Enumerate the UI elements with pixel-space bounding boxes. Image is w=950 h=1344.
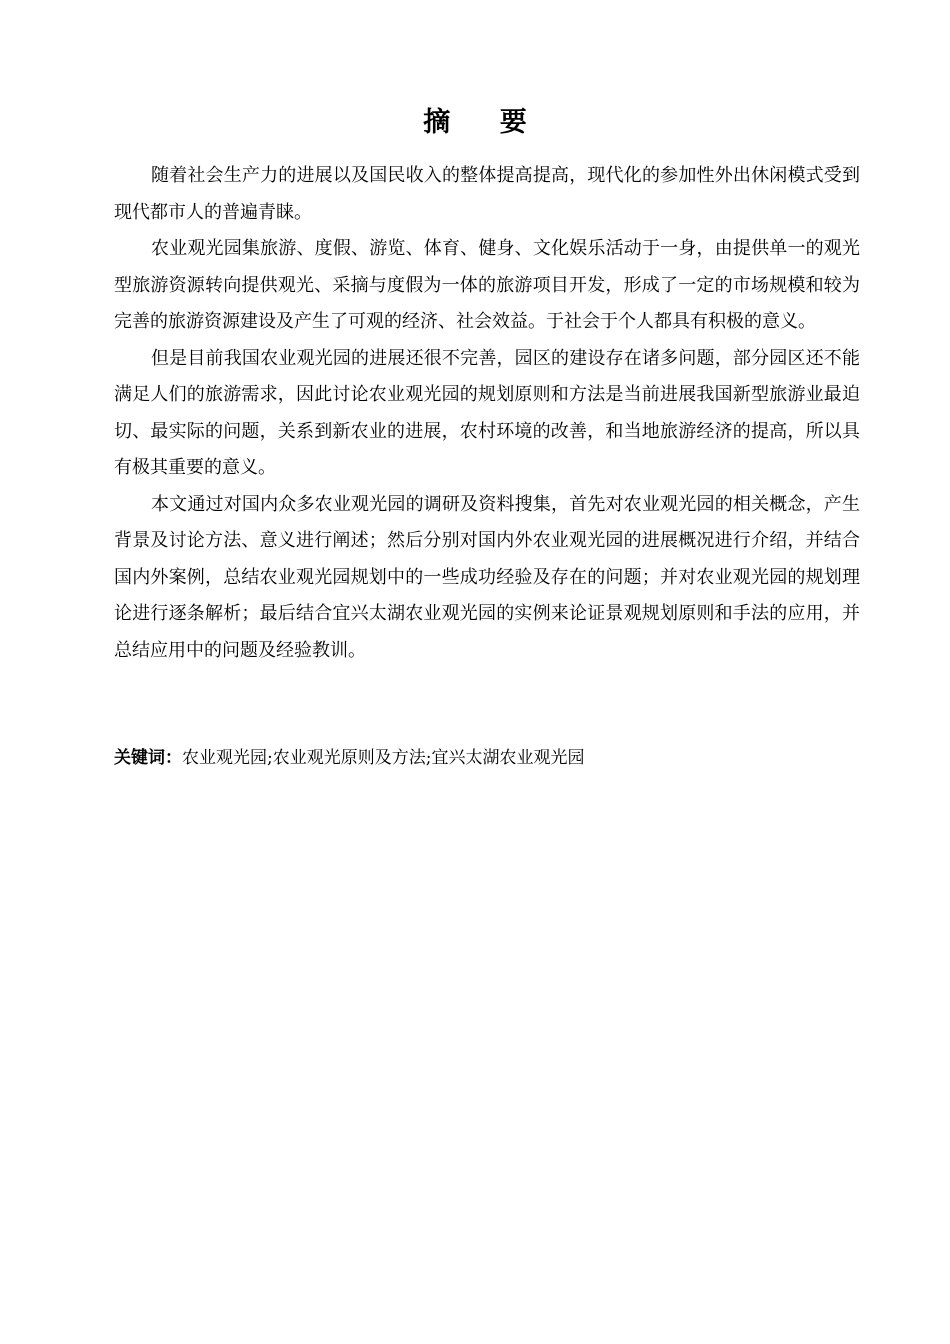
abstract-paragraph-3: 但是目前我国农业观光园的进展还很不完善，园区的建设存在诸多问题，部分园区还不能满足人们的旅游需求，因此讨论农业观光园的规划原则和方法是当前进展我国新型旅游业最迫切、最实际的问题，关系到新农业的进展，农村环境的改善，和当地旅游经济的提高，所以具有极其重要的意义。 xyxy=(114,347,860,478)
abstract-paragraph-4: 本文通过对国内众多农业观光园的调研及资料搜集，首先对农业观光园的相关概念，产生背景及讨论方法、意义进行阐述；然后分别对国内外农业观光园的进展概况进行介绍，并结合国内外案例，总结农业观光园规划中的一些成功经验及存在的问题；并对农业观光园的规划理论进行逐条解析；最后结合宜兴太湖农业观光园的实例来论证景观规划原则和手法的应用，并总结应用中的问题及经验教训。 xyxy=(114,493,860,661)
abstract-paragraph-1: 随着社会生产力的进展以及国民收入的整体提高提高，现代化的参加性外出休闲模式受到现代都市人的普遍青睐。 xyxy=(114,165,860,223)
page-title: 摘 要 xyxy=(423,107,547,138)
abstract-body xyxy=(114,158,860,669)
keywords-line xyxy=(114,742,860,774)
keywords-label: 关键词： xyxy=(114,748,182,768)
keywords-value: 农业观光园;农业观光原则及方法;宜兴太湖农业观光园 xyxy=(182,748,585,768)
abstract-paragraph-2: 农业观光园集旅游、度假、游览、体育、健身、文化娱乐活动于一身，由提供单一的观光型旅游资源转向提供观光、采摘与度假为一体的旅游项目开发，形成了一定的市场规模和较为完善的旅游资源建设及产生了可观的经济、社会效益。于社会于个人都具有积极的意义。 xyxy=(114,238,860,332)
